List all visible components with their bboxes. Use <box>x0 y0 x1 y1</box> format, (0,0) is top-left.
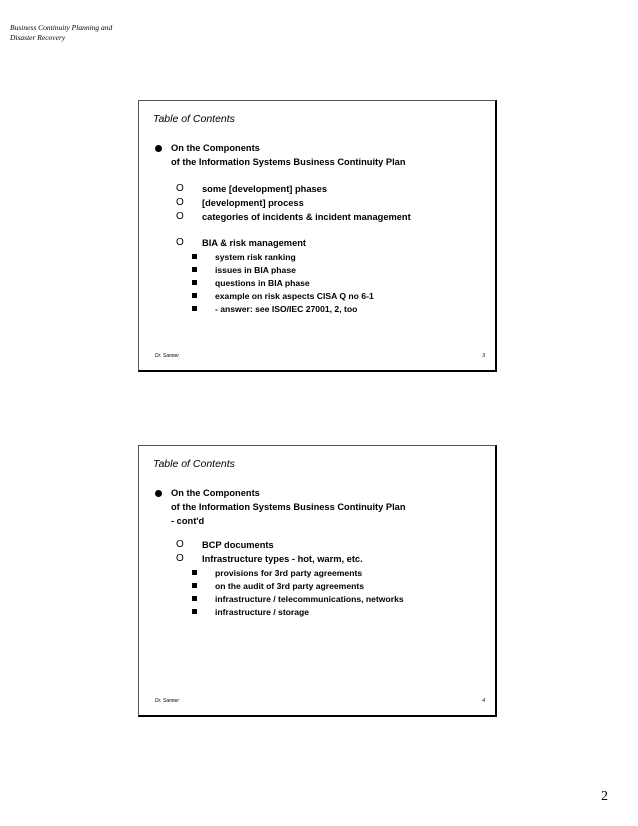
page-number: 2 <box>601 789 608 804</box>
circle-bullet-icon: O <box>176 197 184 208</box>
slide-footer-number: 3 <box>482 353 485 359</box>
slide-footer-number: 4 <box>482 698 485 704</box>
slide-title: Table of Contents <box>153 113 235 125</box>
sub-sub-item: questions in BIA phase <box>215 278 310 288</box>
sub-sub-item: on the audit of 3rd party agreements <box>215 581 364 591</box>
square-bullet-icon <box>192 583 197 588</box>
header-line-2: Disaster Recovery <box>10 33 66 42</box>
sub-sub-item: system risk ranking <box>215 252 296 262</box>
slide-3 <box>138 100 497 372</box>
sub-item: BIA & risk management <box>202 238 307 248</box>
circle-bullet-icon: O <box>176 237 184 248</box>
sub-sub-item: - answer: see ISO/IEC 27001, 2, too <box>215 304 358 314</box>
sub-item: categories of incidents & incident management <box>202 212 411 222</box>
sub-item: Infrastructure types - hot, warm, etc. <box>202 554 363 564</box>
square-bullet-icon <box>192 280 197 285</box>
circle-bullet-icon: O <box>176 553 184 564</box>
bullet-line: On the Components <box>171 143 260 153</box>
document-header <box>10 23 112 43</box>
sub-sub-item: issues in BIA phase <box>215 265 296 275</box>
circle-bullet-icon: O <box>176 539 184 550</box>
bullet-dot-icon <box>155 145 162 152</box>
square-bullet-icon <box>192 596 197 601</box>
circle-bullet-icon: O <box>176 211 184 222</box>
sub-sub-item: infrastructure / telecommunications, networks <box>215 594 404 604</box>
sub-item: [development] process <box>202 198 304 208</box>
square-bullet-icon <box>192 293 197 298</box>
header-line-1: Business Continuity Planning and <box>10 23 113 32</box>
circle-bullet-icon: O <box>176 183 184 194</box>
square-bullet-icon <box>192 609 197 614</box>
sub-item: BCP documents <box>202 540 274 550</box>
square-bullet-icon <box>192 254 197 259</box>
slide-title: Table of Contents <box>153 458 235 470</box>
bullet-line: - cont'd <box>171 516 205 526</box>
bullet-line: On the Components <box>171 488 260 498</box>
square-bullet-icon <box>192 306 197 311</box>
sub-sub-item: provisions for 3rd party agreements <box>215 568 363 578</box>
bullet-line: of the Information Systems Business Continuity Plan <box>171 502 406 512</box>
sub-item: some [development] phases <box>202 184 328 194</box>
square-bullet-icon <box>192 267 197 272</box>
bullet-dot-icon <box>155 490 162 497</box>
sub-sub-item: infrastructure / storage <box>215 607 310 617</box>
slide-footer-author: Dr. Sanner <box>155 353 179 359</box>
slide-footer-author: Dr. Sanner <box>155 698 179 704</box>
square-bullet-icon <box>192 570 197 575</box>
slide-4 <box>138 445 497 717</box>
bullet-line: of the Information Systems Business Continuity Plan <box>171 157 406 167</box>
sub-sub-item: example on risk aspects CISA Q no 6-1 <box>215 291 374 301</box>
